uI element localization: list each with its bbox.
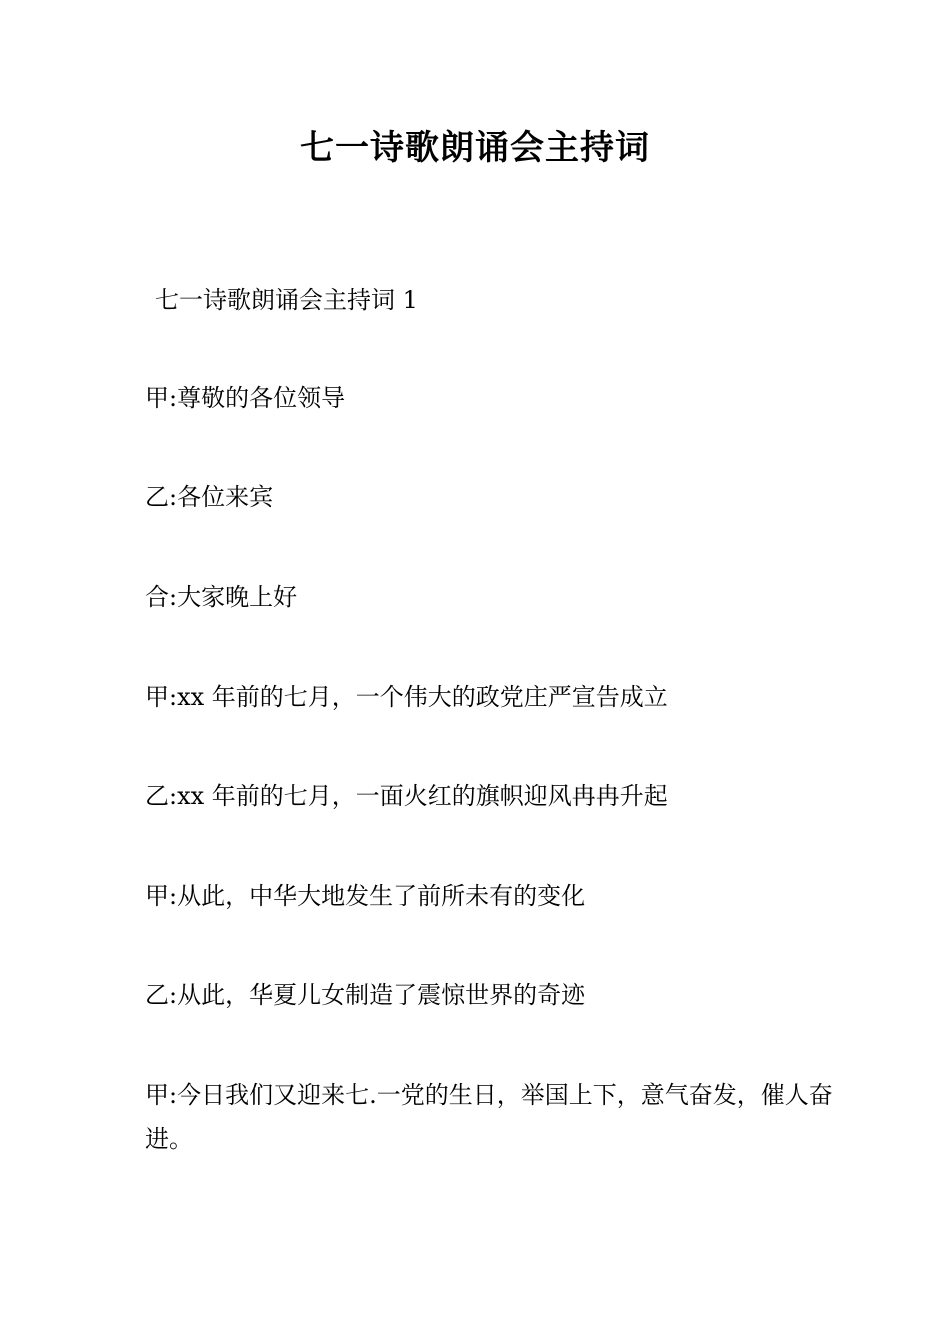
speaker-label: 合 — [145, 583, 169, 611]
line-text: 各位来宾 — [177, 483, 274, 511]
speaker-separator: : — [169, 782, 178, 810]
document-title: 七一诗歌朗诵会主持词 — [300, 128, 650, 168]
line-text: xx 年前的七月，一个伟大的政党庄严宣告成立 — [177, 683, 668, 711]
speaker-label: 乙 — [145, 782, 169, 810]
script-line — [145, 480, 273, 514]
line-text: 从此，中华大地发生了前所未有的变化 — [177, 882, 586, 910]
speaker-label: 甲 — [145, 1081, 169, 1109]
line-text: 尊敬的各位领导 — [177, 384, 346, 412]
line-text: 今日我们又迎来七.一党的生日，举国上下，意气奋发，催人奋进。 — [145, 1081, 833, 1153]
speaker-label: 乙 — [145, 483, 169, 511]
speaker-separator: : — [169, 1081, 178, 1109]
script-line — [145, 680, 668, 714]
speaker-label: 甲 — [145, 882, 169, 910]
speaker-separator: : — [169, 384, 178, 412]
speaker-label: 甲 — [145, 384, 169, 412]
speaker-separator: : — [169, 683, 178, 711]
script-line — [145, 580, 297, 614]
speaker-separator: : — [169, 882, 178, 910]
section-heading: 七一诗歌朗诵会主持词 1 — [155, 286, 418, 314]
line-text: 从此，华夏儿女制造了震惊世界的奇迹 — [177, 981, 586, 1009]
speaker-separator: : — [169, 981, 178, 1009]
line-text: xx 年前的七月，一面火红的旗帜迎风冉冉升起 — [177, 782, 668, 810]
line-text: 大家晚上好 — [177, 583, 298, 611]
script-line — [145, 381, 345, 415]
script-line — [145, 879, 585, 913]
speaker-separator: : — [169, 583, 178, 611]
speaker-label: 甲 — [145, 683, 169, 711]
speaker-separator: : — [169, 483, 178, 511]
script-line — [145, 779, 668, 813]
speaker-label: 乙 — [145, 981, 169, 1009]
script-paragraph — [145, 1073, 835, 1161]
script-line — [145, 978, 585, 1012]
